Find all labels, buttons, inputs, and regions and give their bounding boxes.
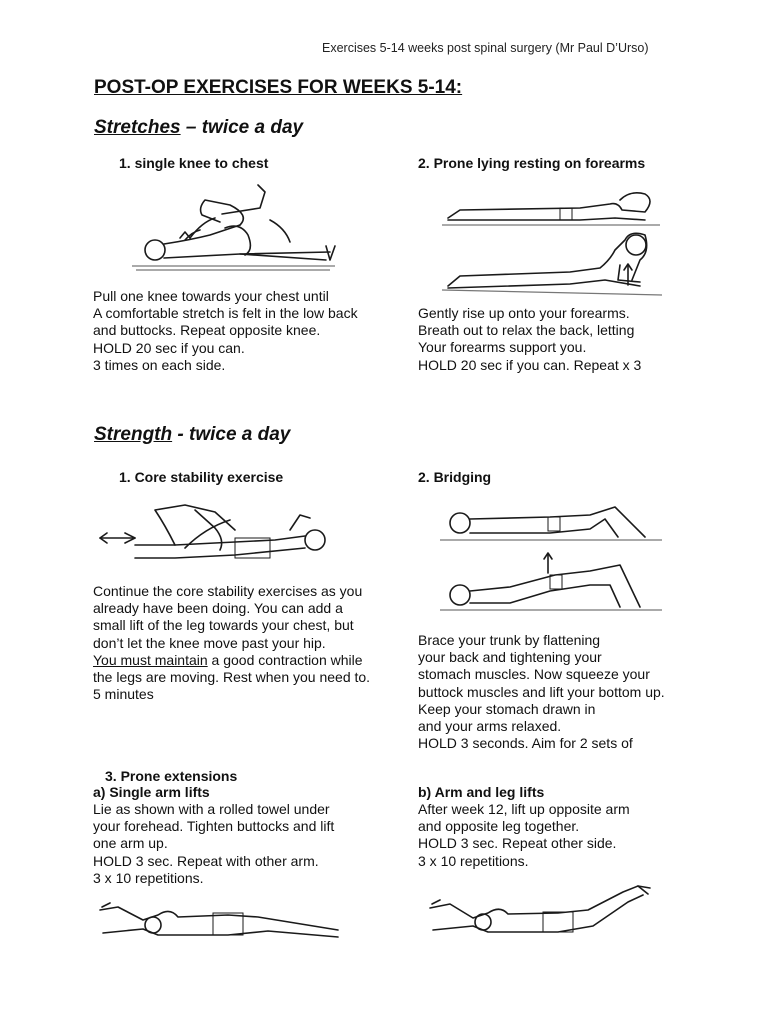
single-arm-lifts-text — [93, 801, 334, 887]
stretches-heading-word: Stretches — [94, 117, 181, 138]
strength-heading-word: Strength — [94, 424, 173, 445]
prone-forearms-illustration — [440, 190, 665, 300]
text-line: Lie as shown with a rolled towel under — [93, 801, 330, 817]
text-line: Keep your stomach drawn in — [418, 700, 596, 717]
strength-ex1-text — [93, 583, 370, 703]
core-stability-illustration — [95, 500, 335, 575]
text-line-rest: a good contraction while — [207, 651, 363, 668]
text-line: A comfortable stretch is felt in the low back — [93, 305, 358, 322]
text-line: 3 x 10 repetitions. — [418, 852, 529, 869]
text-line: your forehead. Tighten buttocks and lift — [93, 818, 335, 835]
strength-heading — [94, 424, 290, 446]
text-line: small lift of the leg towards your chest, but — [93, 617, 354, 634]
text-line — [93, 652, 370, 669]
text-line: one arm up. — [93, 835, 168, 852]
text-line: 5 minutes — [93, 686, 154, 703]
text-line: 3 x 10 repetitions. — [93, 869, 204, 886]
text-line: buttock muscles and lift your bottom up. — [418, 683, 665, 700]
single-arm-lift-illustration — [98, 895, 343, 945]
strength-heading-rest: - twice a day — [172, 424, 291, 445]
single-arm-lifts-label: a) Single arm lifts — [93, 784, 210, 800]
text-line: 3 times on each side. — [93, 356, 226, 373]
text-line: your back and tightening your — [418, 649, 602, 666]
knee-to-chest-illustration — [130, 180, 345, 275]
bridging-illustration — [440, 495, 665, 620]
underlined-text: You must maintain — [93, 651, 208, 668]
text-line: HOLD 3 sec. Repeat with other arm. — [93, 852, 319, 869]
stretches-heading-rest: – twice a day — [180, 117, 304, 138]
arm-leg-lifts-text — [418, 801, 630, 870]
text-line: stomach muscles. Now squeeze your — [418, 666, 650, 683]
stretch-ex2-label: 2. Prone lying resting on forearms — [418, 155, 646, 171]
text-line: HOLD 3 seconds. Aim for 2 sets of — [418, 735, 633, 752]
text-line: Gently rise up onto your forearms. — [418, 305, 630, 321]
stretches-heading — [94, 117, 303, 139]
text-line: HOLD 20 sec if you can. — [93, 339, 245, 356]
text-line: the legs are moving. Rest when you need to. — [93, 669, 371, 686]
page-header: Exercises 5-14 weeks post spinal surgery (Mr Paul D’Urso) — [322, 41, 649, 55]
strength-ex1-label: 1. Core stability exercise — [119, 469, 284, 485]
stretch-ex2-text — [418, 305, 641, 374]
text-line: already have been doing. You can add a — [93, 600, 343, 617]
page-title: POST-OP EXERCISES FOR WEEKS 5-14: — [94, 77, 463, 98]
arm-leg-lift-illustration — [428, 880, 668, 940]
stretch-ex1-label: 1. single knee to chest — [119, 155, 269, 171]
text-line: and buttocks. Repeat opposite knee. — [93, 322, 321, 339]
stretch-ex1-text — [93, 288, 358, 374]
text-line: Breath out to relax the back, letting — [418, 322, 635, 339]
text-line: Pull one knee towards your chest until — [93, 288, 329, 304]
text-line: and your arms relaxed. — [418, 718, 562, 735]
text-line: don’t let the knee move past your hip. — [93, 634, 326, 651]
text-line: and opposite leg together. — [418, 818, 580, 835]
text-line: Continue the core stability exercises as you — [93, 583, 363, 599]
text-line: After week 12, lift up opposite arm — [418, 801, 630, 817]
strength-ex2-text — [418, 632, 665, 752]
text-line: Brace your trunk by flattening — [418, 632, 601, 648]
strength-ex3-label: 3. Prone extensions — [105, 768, 238, 784]
text-line: Your forearms support you. — [418, 339, 587, 356]
text-line: HOLD 3 sec. Repeat other side. — [418, 835, 617, 852]
text-line: HOLD 20 sec if you can. Repeat x 3 — [418, 356, 642, 373]
arm-leg-lifts-label: b) Arm and leg lifts — [418, 784, 545, 800]
strength-ex2-label: 2. Bridging — [418, 469, 492, 485]
